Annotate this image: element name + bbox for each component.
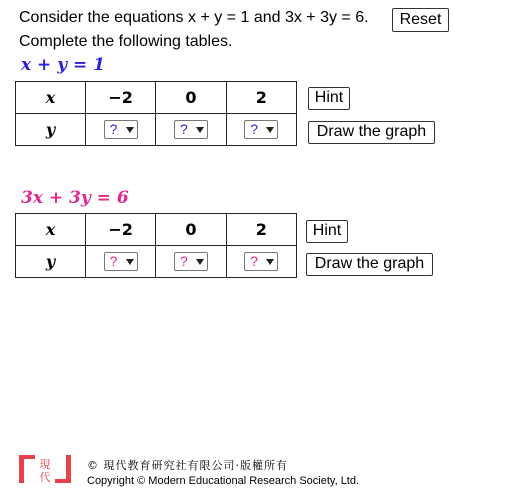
dropdown-value: ?	[250, 121, 259, 137]
intro-text-line2: Complete the following tables.	[19, 33, 233, 50]
equation1-table	[15, 81, 297, 146]
triangle-down-icon	[196, 259, 204, 265]
y-row	[16, 246, 297, 278]
x-value-cell: −2	[85, 82, 155, 114]
y-value-cell	[226, 114, 296, 146]
x-row	[16, 82, 297, 114]
y-value-cell	[85, 246, 155, 278]
x-label: x	[16, 82, 86, 114]
y-value-cell	[156, 114, 226, 146]
y-value-cell	[156, 246, 226, 278]
x-value-cell: −2	[85, 214, 155, 246]
y-label: y	[16, 246, 86, 278]
x-label: x	[16, 214, 86, 246]
dropdown-value: ?	[109, 121, 118, 137]
y-value-dropdown[interactable]	[174, 252, 208, 271]
y-value-dropdown[interactable]	[244, 252, 278, 271]
y-value-dropdown[interactable]	[244, 120, 278, 139]
footer-copyright-english: Copyright © Modern Educational Research Society, Ltd.	[87, 475, 360, 487]
triangle-down-icon	[266, 127, 274, 133]
hint-button-equation1[interactable]: Hint	[308, 87, 350, 110]
x-value-cell: 0	[156, 82, 226, 114]
equation2-title: 3x + 3y = 6	[21, 188, 129, 208]
dropdown-value: ?	[250, 253, 259, 269]
logo-char-2: 代	[39, 471, 51, 484]
y-value-cell	[85, 114, 155, 146]
logo-char-1: 現	[39, 458, 51, 471]
equation2-table	[15, 213, 297, 278]
y-value-dropdown[interactable]	[104, 252, 138, 271]
x-value-cell: 0	[156, 214, 226, 246]
x-row	[16, 214, 297, 246]
triangle-down-icon	[266, 259, 274, 265]
triangle-down-icon	[196, 127, 204, 133]
y-label: y	[16, 114, 86, 146]
intro-text-line1: Consider the equations x + y = 1 and 3x + 3y = 6.	[19, 9, 369, 26]
y-row	[16, 114, 297, 146]
y-value-dropdown[interactable]	[104, 120, 138, 139]
triangle-down-icon	[126, 127, 134, 133]
hint-button-equation2[interactable]: Hint	[306, 220, 348, 243]
y-value-dropdown[interactable]	[174, 120, 208, 139]
footer-copyright-chinese: © 現代教育研究社有限公司·版權所有	[87, 459, 288, 472]
reset-button[interactable]: Reset	[392, 8, 449, 32]
dropdown-value: ?	[179, 253, 188, 269]
equation1-title: x + y = 1	[21, 55, 106, 75]
draw-graph-button-equation2[interactable]: Draw the graph	[306, 253, 433, 276]
y-value-cell	[226, 246, 296, 278]
x-value-cell: 2	[226, 82, 296, 114]
dropdown-value: ?	[179, 121, 188, 137]
draw-graph-button-equation1[interactable]: Draw the graph	[308, 121, 435, 144]
publisher-logo-icon	[17, 453, 73, 485]
x-value-cell: 2	[226, 214, 296, 246]
triangle-down-icon	[126, 259, 134, 265]
dropdown-value: ?	[109, 253, 118, 269]
